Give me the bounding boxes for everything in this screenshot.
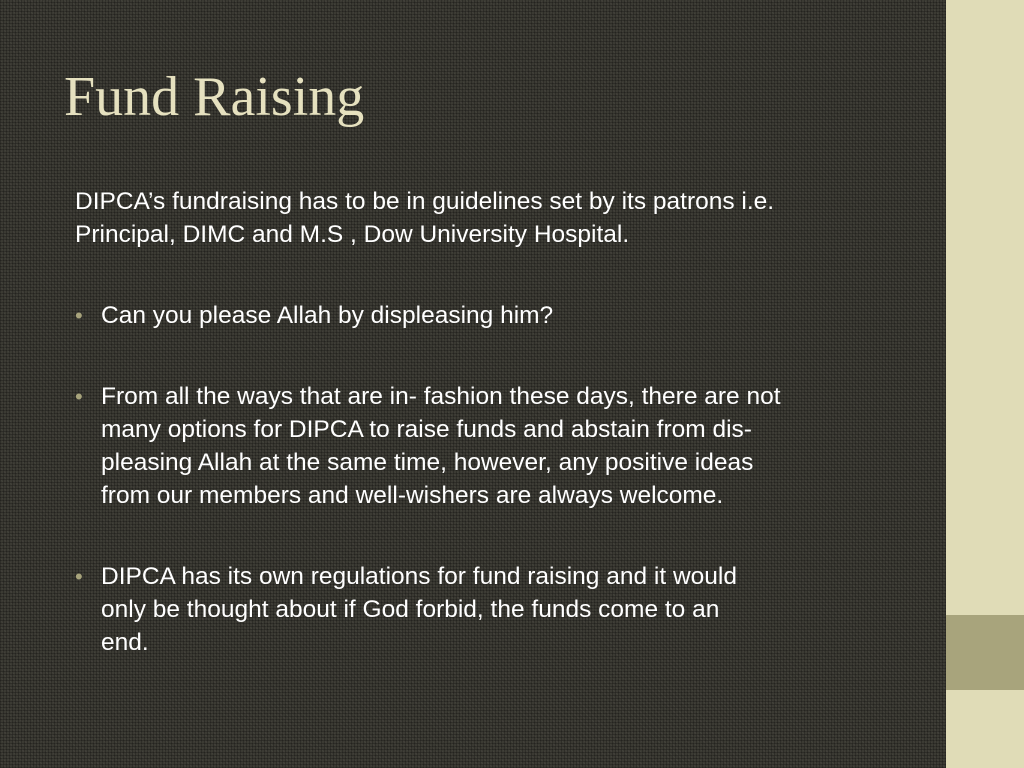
intro-paragraph [75, 185, 915, 251]
slide-title: Fund Raising [64, 66, 365, 128]
bullet-item [75, 380, 915, 512]
bullet-dot-icon: • [75, 564, 83, 589]
bullet-text: Can you please Allah by displeasing him? [101, 302, 554, 329]
side-decoration-accent [946, 615, 1024, 690]
bullet-text-line: many options for DIPCA to raise funds and abstain from dis- [101, 416, 752, 443]
bullet-text-line: only be thought about if God forbid, the funds come to an [101, 596, 720, 623]
bullet-text-line: From all the ways that are in- fashion these days, there are not [101, 383, 781, 410]
bullet-text-line: from our members and well-wishers are always welcome. [101, 482, 724, 509]
bullet-text-line: pleasing Allah at the same time, however, any positive ideas [101, 449, 754, 476]
slide-content [75, 185, 915, 707]
intro-line: Principal, DIMC and M.S , Dow University Hospital. [75, 221, 630, 248]
bullet-dot-icon: • [75, 384, 83, 409]
bullet-text-line: end. [101, 629, 149, 656]
bullet-text-line: DIPCA has its own regulations for fund raising and it would [101, 563, 737, 590]
bullet-item [75, 560, 915, 659]
bullet-dot-icon: • [75, 303, 83, 328]
bullet-list [75, 299, 915, 659]
intro-line: DIPCA’s fundraising has to be in guidelines set by its patrons i.e. [75, 188, 775, 215]
bullet-item [75, 299, 915, 332]
